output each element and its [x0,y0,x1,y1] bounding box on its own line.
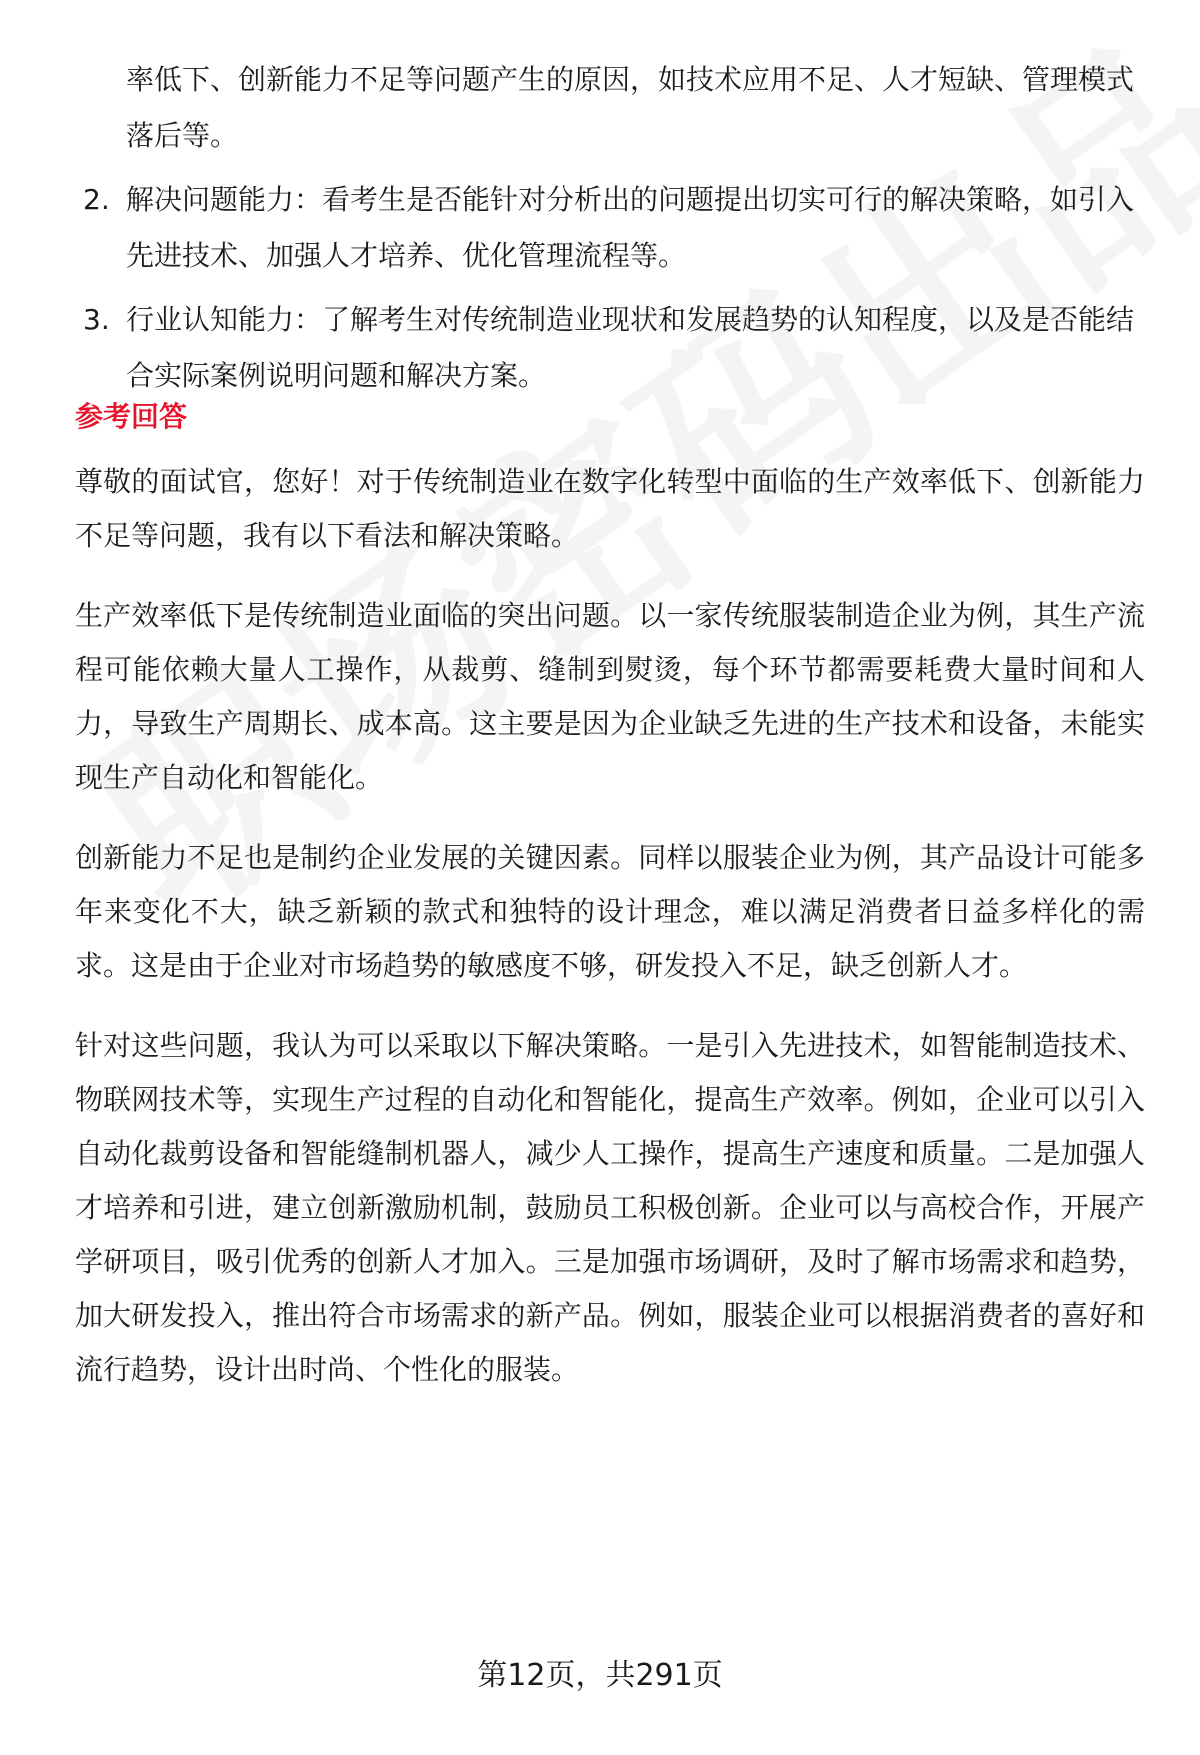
reference-answer-body [75,455,1145,1423]
answer-paragraph: 针对这些问题，我认为可以采取以下解决策略。一是引入先进技术，如智能制造技术、物联网技术等，实现生产过程的自动化和智能化，提高生产效率。例如，企业可以引入自动化裁剪设备和智能缝制机器人，减少人工操作，提高生产速度和质量。二是加强人才培养和引进，建立创新激励机制，鼓励员工积极创新。企业可以与高校合作，开展产学研项目，吸引优秀的创新人才加入。三是加强市场调研，及时了解市场需求和趋势，加大研发投入，推出符合市场需求的新产品。例如，服装企业可以根据消费者的喜好和流行趋势，设计出时尚、个性化的服装。 [75,1029,1145,1386]
page-number-footer: 第12页，共291页 [477,1658,723,1693]
list-item [75,52,1145,164]
evaluation-criteria-list [75,52,1145,412]
list-item-text: 率低下、创新能力不足等问题产生的原因，如技术应用不足、人才短缺、管理模式落后等。 [126,63,1135,152]
answer-paragraph: 尊敬的面试官，您好！对于传统制造业在数字化转型中面临的生产效率低下、创新能力不足等问题，我有以下看法和解决策略。 [75,465,1145,552]
list-item-number: 2. [83,183,110,216]
list-item [75,172,1145,284]
list-item-number: 3. [83,303,110,336]
list-item-text: 行业认知能力：了解考生对传统制造业现状和发展趋势的认知程度，以及是否能结合实际案例说明问题和解决方案。 [126,303,1135,392]
answer-paragraph: 创新能力不足也是制约企业发展的关键因素。同样以服装企业为例，其产品设计可能多年来变化不大，缺乏新颖的款式和独特的设计理念，难以满足消费者日益多样化的需求。这是由于企业对市场趋势的敏感度不够，研发投入不足，缺乏创新人才。 [75,841,1145,982]
list-item-text: 解决问题能力：看考生是否能针对分析出的问题提出切实可行的解决策略，如引入先进技术、加强人才培养、优化管理流程等。 [126,183,1135,272]
answer-paragraph: 生产效率低下是传统制造业面临的突出问题。以一家传统服装制造企业为例，其生产流程可能依赖大量人工操作，从裁剪、缝制到熨烫，每个环节都需要耗费大量时间和人力，导致生产周期长、成本高。这主要是因为企业缺乏先进的生产技术和设备，未能实现生产自动化和智能化。 [75,599,1145,794]
reference-answer-heading: 参考回答 [75,400,188,433]
list-item [75,292,1145,404]
